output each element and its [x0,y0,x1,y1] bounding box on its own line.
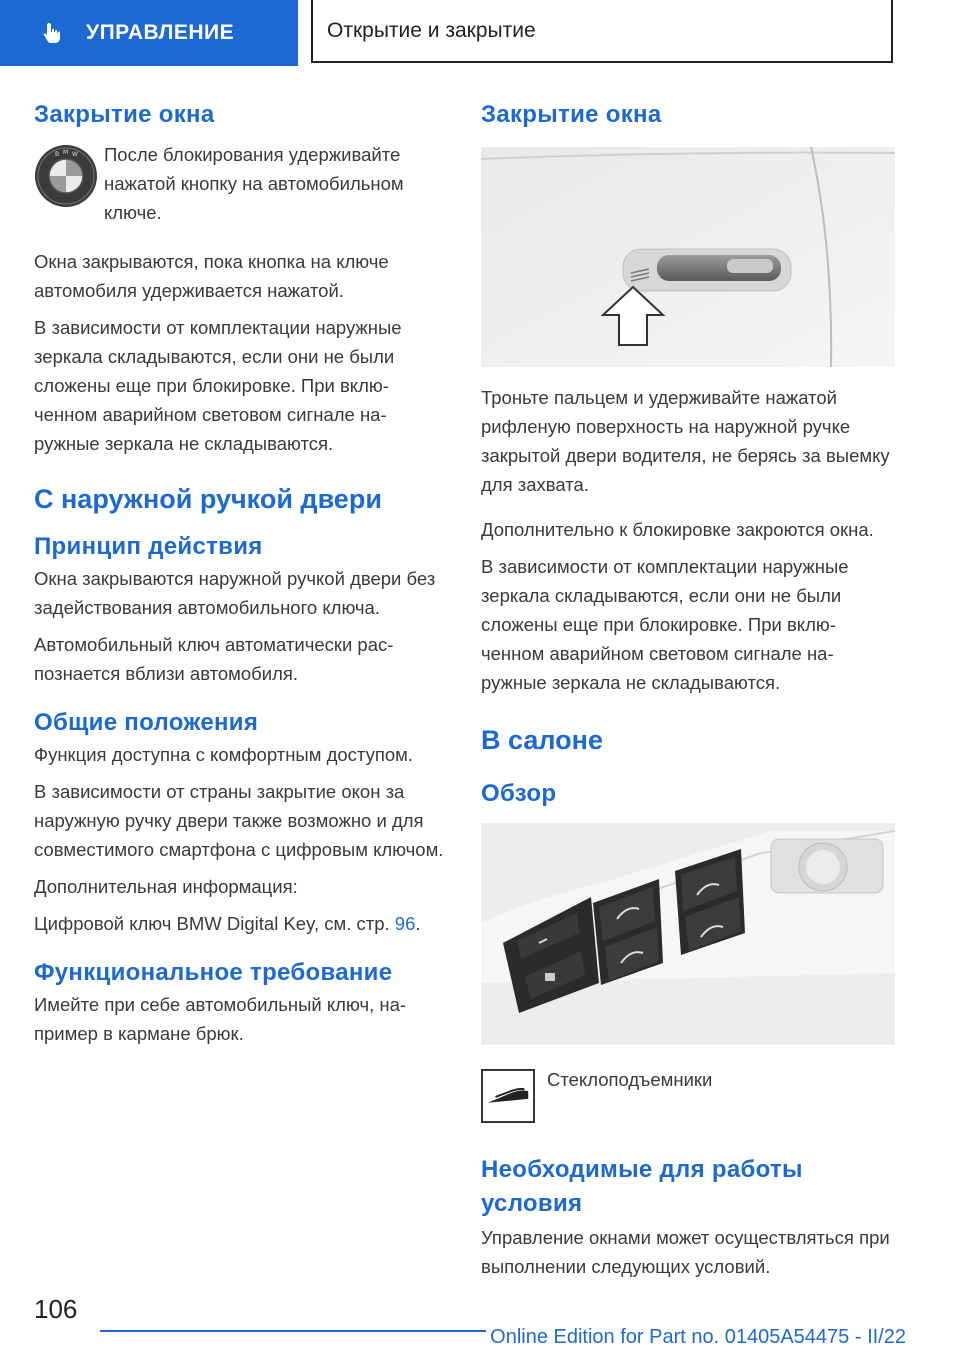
window-switch-legend [481,1069,891,1123]
paragraph: Управление окнами может осуществляться при выполнении следующих условий. [481,1227,890,1277]
edition-note: Online Edition for Part no. 01405A54475 - II/22 [486,1326,910,1349]
bmw-logo-icon [34,144,98,208]
closing-window-heading: Закрытие окна [481,101,662,128]
svg-text:M: M [63,149,69,156]
left-column [34,98,444,1048]
paragraph: Функция доступна с комфортным доступом. [34,744,414,765]
section-tab [0,0,298,66]
svg-text:W: W [72,151,78,158]
window-switch-icon [481,1069,535,1123]
conditions-heading: Необходимые для работы условия [481,1156,803,1217]
paragraph: В зависимости от комплектации наружные зеркала складываются, если они не были сложены еще при блокировке. При включенном аварийном световом сигнале наружные зеркала не складываются. [481,556,849,693]
page-link[interactable]: 96 [394,913,416,934]
paragraph: В зависимости от страны закрытие окон за наружную ручку двери также возможно и для совместимого смартфона с цифровым ключом. [34,781,444,860]
requirement-heading: Функциональное требование [34,959,393,986]
paragraph: Автомобильный ключ автоматически распознается вблизи автомобиля. [34,634,394,684]
page-number: 106 [34,1294,78,1324]
paragraph: Имейте при себе автомобильный ключ, например в кармане брюк. [34,994,407,1044]
key-instruction [34,140,444,227]
cross-reference [34,909,444,938]
door-handle-heading: С наружной ручкой двери [34,484,382,514]
principle-heading: Принцип действия [34,533,263,560]
switch-label: Стеклоподъемники [547,1069,713,1090]
overview-heading: Обзор [481,780,557,807]
paragraph: Троньте пальцем и удерживайте нажатой рифленую поверхность на наружной ручке закрытой двери водителя, не берясь за выемку для захвата. [481,387,890,495]
door-handle-photo [481,147,895,367]
paragraph: Окна закрываются, пока кнопка на ключе автомобиля удерживается нажатой. [34,251,389,301]
right-column [481,98,891,1281]
chapter-header [311,0,893,63]
general-heading: Общие положения [34,709,259,736]
interior-heading: В салоне [481,725,603,755]
paragraph: Дополнительная информация: [34,876,298,897]
hand-pointer-icon [40,21,64,45]
window-switches-photo [481,823,895,1045]
paragraph: В зависимости от комплектации наружные зеркала складываются, если они не были сложены еще при блокировке. При включенном аварийном световом сигнале наружные зеркала не складываются. [34,317,402,454]
reference-end: . [415,913,421,934]
paragraph: Дополнительно к блокировке закроются окна. [481,519,874,540]
section-title: УПРАВЛЕНИЕ [86,21,235,44]
closing-window-heading: Закрытие окна [34,101,215,128]
key-instruction-text: После блокирования удерживайте нажатой кнопку на автомобильном ключе. [104,144,404,223]
paragraph: Окна закрываются наружной ручкой двери без задействования автомобильного ключа. [34,568,436,618]
chapter-title: Открытие и закрытие [327,18,536,42]
svg-text:B: B [55,151,60,158]
reference-text: Цифровой ключ BMW Digital Key, см. стр. [34,913,395,934]
